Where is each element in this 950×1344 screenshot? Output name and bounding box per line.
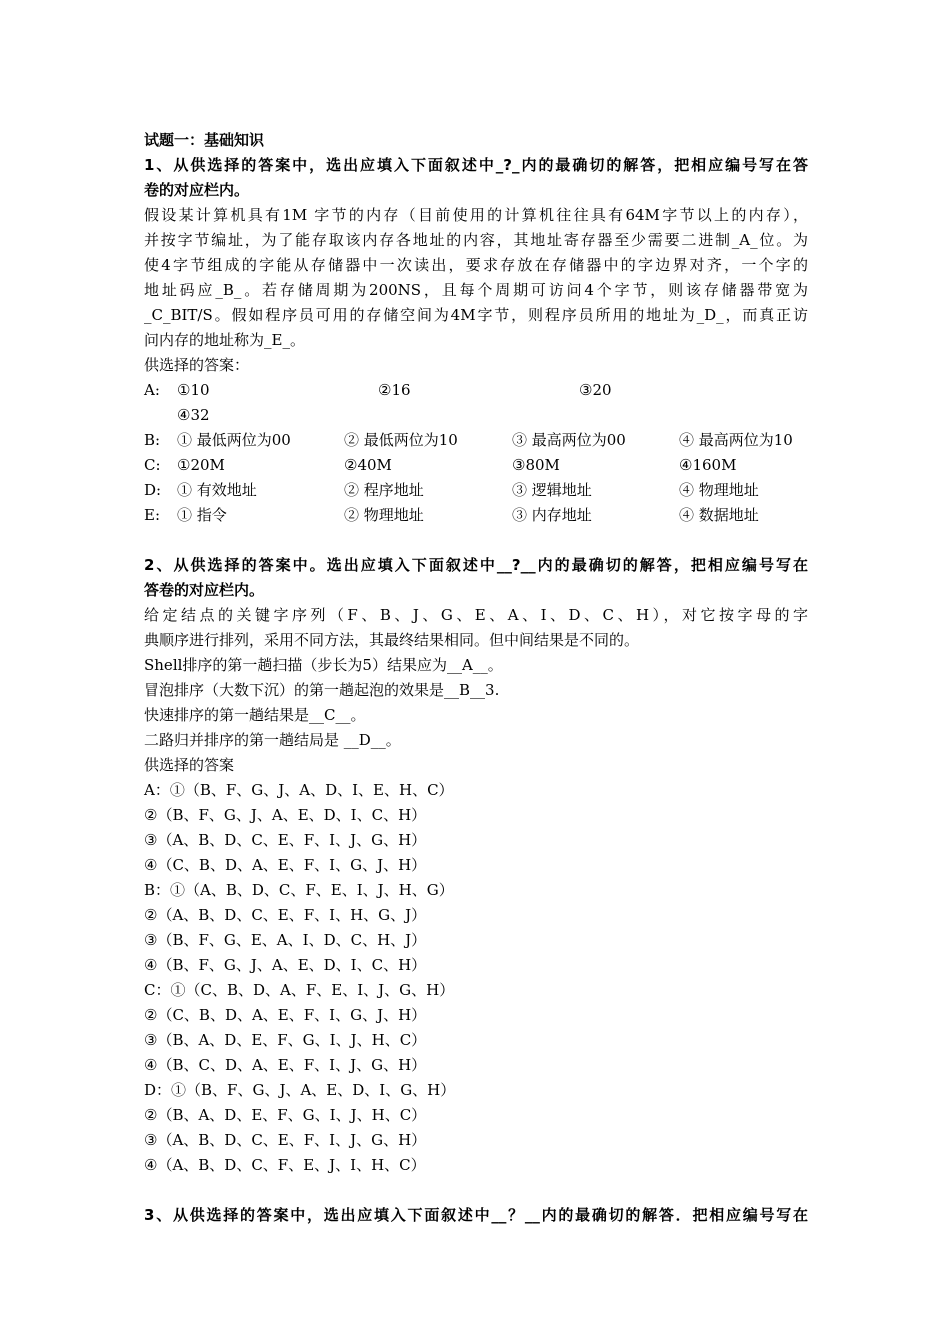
section-title: 试题一：基础知识 bbox=[144, 131, 265, 149]
q1-option-row-d bbox=[144, 478, 808, 503]
option: ③ 逻辑地址 bbox=[512, 481, 592, 499]
q2-body-line: 冒泡排序（大数下沉）的第一趟起泡的效果是__B__3. bbox=[144, 681, 500, 699]
q2-option-line: ④（C、B、D、A、E、F、I、G、J、H） bbox=[144, 856, 427, 874]
option: ① 有效地址 bbox=[177, 481, 257, 499]
q1-option-row-a bbox=[144, 378, 808, 403]
document-page bbox=[144, 128, 808, 1228]
option: ②40M bbox=[344, 456, 392, 474]
q1-option-row-a-cont bbox=[144, 403, 808, 428]
option: ③ 内存地址 bbox=[512, 506, 592, 524]
paragraph-gap bbox=[144, 1178, 808, 1203]
q2-option-line: ②（A、B、D、C、E、F、I、H、G、J） bbox=[144, 906, 427, 924]
q2-body-line: Shell排序的第一趟扫描（步长为5）结果应为__A__。 bbox=[144, 656, 503, 674]
q2-body-line: 二路归并排序的第一趟结局是 __D__。 bbox=[144, 731, 401, 749]
q1-answers-label: 供选择的答案： bbox=[144, 356, 250, 374]
q2-body-line: 供选择的答案 bbox=[144, 756, 235, 774]
option: ④ 数据地址 bbox=[679, 506, 759, 524]
option: ④160M bbox=[679, 456, 737, 474]
q2-body-line: 给定结点的关键字序列（F、B、J、G、E、A、I、D、C、H），对它按字母的字 bbox=[144, 606, 808, 624]
q1-body-line: 使4字节组成的字能从存储器中一次读出，要求存放在存储器中的字边界对齐，一个字的 bbox=[144, 256, 808, 274]
q1-body-line: _C_BIT/S。假如程序员可用的存储空间为4M字节，则程序员所用的地址为_D_，而真正访 bbox=[144, 306, 808, 324]
option: ②16 bbox=[378, 381, 411, 399]
option-label: B: bbox=[144, 431, 161, 449]
q2-option-line: ②（C、B、D、A、E、F、I、G、J、H） bbox=[144, 1006, 427, 1024]
q1-stem-line: 1、从供选择的答案中，选出应填入下面叙述中_?_内的最确切的解答，把相应编号写在答 bbox=[144, 156, 808, 174]
q2-option-line: ③（B、F、G、E、A、I、D、C、H、J） bbox=[144, 931, 427, 949]
q1-body-line: 假设某计算机具有1M 字节的内存（目前使用的计算机往往具有64M字节以上的内存）， bbox=[144, 206, 808, 224]
option: ④ 最高两位为10 bbox=[679, 431, 793, 449]
q1-body-line: 地址码应_B_。若存储周期为200NS，且每个周期可访问4个字节，则该存储器带宽为 bbox=[144, 281, 808, 299]
q2-option-line: ④（B、F、G、J、A、E、D、I、C、H） bbox=[144, 956, 427, 974]
q2-stem-line: 2、从供选择的答案中。选出应填入下面叙述中__?__内的最确切的解答，把相应编号写在 bbox=[144, 556, 808, 574]
q1-option-row-b bbox=[144, 428, 808, 453]
q2-body-line: 快速排序的第一趟结果是__C__。 bbox=[144, 706, 366, 724]
q2-option-line: ②（B、F、G、J、A、E、D、I、C、H） bbox=[144, 806, 427, 824]
q1-stem-line: 卷的对应栏内。 bbox=[144, 181, 250, 199]
q2-option-line: ④（B、C、D、A、E、F、I、J、G、H） bbox=[144, 1056, 427, 1074]
option: ① 指令 bbox=[177, 506, 227, 524]
q2-option-line: D：①（B、F、G、J、A、E、D、I、G、H） bbox=[144, 1081, 456, 1099]
q2-stem-line: 答卷的对应栏内。 bbox=[144, 581, 265, 599]
q2-option-line: ③（B、A、D、E、F、G、I、J、H、C） bbox=[144, 1031, 427, 1049]
option: ④ 物理地址 bbox=[679, 481, 759, 499]
q2-body-line: 典顺序进行排列，采用不同方法，其最终结果相同。但中间结果是不同的。 bbox=[144, 631, 640, 649]
q2-option-line: B：①（A、B、D、C、F、E、I、J、H、G） bbox=[144, 881, 454, 899]
option: ①10 bbox=[177, 381, 210, 399]
q1-option-row-c bbox=[144, 453, 808, 478]
q1-option-row-e bbox=[144, 503, 808, 528]
option: ③ 最高两位为00 bbox=[512, 431, 626, 449]
q2-option-line: C：①（C、B、D、A、F、E、I、J、G、H） bbox=[144, 981, 455, 999]
option: ④32 bbox=[177, 406, 210, 424]
option-label: D: bbox=[144, 481, 162, 499]
option-label: E: bbox=[144, 506, 161, 524]
option: ①20M bbox=[177, 456, 225, 474]
paragraph-gap bbox=[144, 528, 808, 553]
q1-body-line: 并按字节编址，为了能存取该内存各地址的内容，其地址寄存器至少需要二进制_A_位。为 bbox=[144, 231, 808, 249]
option: ② 程序地址 bbox=[344, 481, 424, 499]
option: ③80M bbox=[512, 456, 560, 474]
q2-option-line: ②（B、A、D、E、F、G、I、J、H、C） bbox=[144, 1106, 427, 1124]
q2-option-line: ③（A、B、D、C、E、F、I、J、G、H） bbox=[144, 1131, 427, 1149]
option: ② 物理地址 bbox=[344, 506, 424, 524]
q3-stem-line: 3、从供选择的答案中，选出应填入下面叙述中__？__内的最确切的解答．把相应编号写在 bbox=[144, 1206, 808, 1224]
q1-body-line: 问内存的地址称为_E_。 bbox=[144, 331, 305, 349]
q2-option-line: ③（A、B、D、C、E、F、I、J、G、H） bbox=[144, 831, 427, 849]
option: ③20 bbox=[579, 381, 612, 399]
option: ② 最低两位为10 bbox=[344, 431, 458, 449]
option-label: C: bbox=[144, 456, 161, 474]
q2-option-line: A：①（B、F、G、J、A、D、I、E、H、C） bbox=[144, 781, 454, 799]
option: ① 最低两位为00 bbox=[177, 431, 291, 449]
option-label: A: bbox=[144, 381, 160, 399]
q2-option-line: ④（A、B、D、C、F、E、J、I、H、C） bbox=[144, 1156, 426, 1174]
